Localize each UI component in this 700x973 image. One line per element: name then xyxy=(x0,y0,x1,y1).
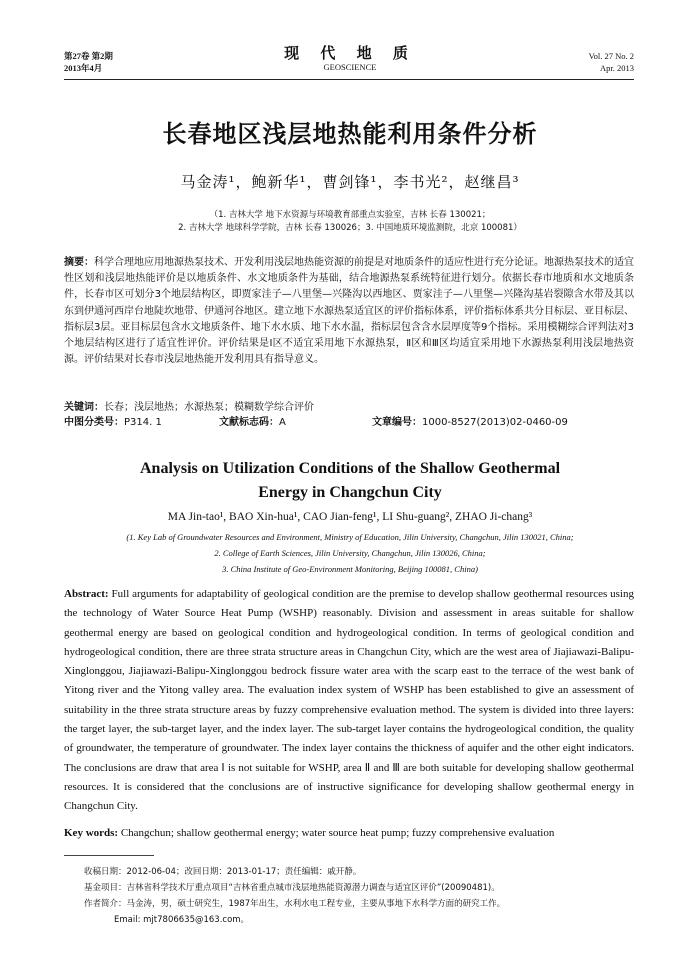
journal-name-en: GEOSCIENCE xyxy=(323,62,377,72)
keywords-cn-text: 长春；浅层地热；水源热泵；模糊数学综合评价 xyxy=(104,402,314,413)
date-en: Apr. 2013 xyxy=(600,63,634,73)
keywords-en xyxy=(64,825,634,841)
affiliation-en-1: (1. Key Lab of Groundwater Resources and Environment, Ministry of Education, Jilin University, Changchun, Jilin 130021, China; xyxy=(126,532,574,542)
header-volume-cn xyxy=(64,50,113,74)
clc-code xyxy=(64,416,162,430)
article-no-value: 1000-8527(2013)02-0460-09 xyxy=(422,417,568,428)
title-en-line-1: Analysis on Utilization Conditions of the Shallow Geothermal xyxy=(139,460,561,477)
article-number xyxy=(372,416,568,430)
header-divider xyxy=(64,79,634,80)
keywords-cn-label: 关键词： xyxy=(64,402,104,413)
footnote-received: 收稿日期：2012-06-04；改回日期：2013-01-17；责任编辑：戚开静。 xyxy=(84,867,362,877)
affiliation-en-2: 2. College of Earth Sciences, Jilin University, Changchun, Jilin 130026, China; xyxy=(214,548,486,558)
abstract-en-text: Full arguments for adaptability of geological condition are the premise to develop shallow geothermal resources using the technology of Water Source Heat Pump (WSHP) reasonably. Division and assessment in areas suitable for shallow geothermal energy are based on geological condition and hydrogeological condition. In terms of geological condition and hydrogeological condition, there are three strata structure areas in Changchun City, which are the west area of Jiajiawazi-Balipu-Xinglonggou, Jiajiawazi-Balipu-Xinglonggou bedrock fissure water area with the scarp east to the terrace of the west bank of Yitong river and the Yitong valley area. The evaluation index system of WSHP has been established to give an assessment of suitability in the three strata structure areas by fuzzy comprehensive evaluation method. The system is divided into three layers: the target layer, the sub-target layer, and the index layer. The sub-target layer contains the hydrogeological condition, the quality of groundwater, the temperature of groundwater. The index layer contains the thickness of aquifer and the other eight indicators. The conclusions are draw that area Ⅰ is not suitable for WSHP, area Ⅱ and Ⅲ are both suitable for developing shallow geothermal resources. It is considered that the conclusions are of instructive significance for developing shallow geothermal energy in Changchun City. xyxy=(64,588,634,813)
header-volume-en xyxy=(589,50,634,74)
abstract-cn-text: 科学合理地应用地源热泵技术、开发利用浅层地热能资源的前提是对地质条件的适应性进行充分论证。地源热泵技术的适宜性区划和浅层地热能评价是以地质条件、水文地质条件为基础，结合地源热泵系统特征进行划分。依据长春市地质和水文地质条件，长春市区可划分3个地层结构区，即贾家洼子—八里堡—兴隆沟以西地区、贾家洼子—八里堡—兴隆沟基岩裂隙含水带及其以东到伊通河西岸台地陡坎地带、伊通河谷地区。建立地下水源热泵适宜区的评价指标体系，评价指标体系共分目标层、亚目标层、指标层3层。亚目标层包含水文地质条件、地下水水质、地下水水温，指标层包含含水层厚度等9个指标。采用模糊综合评判法对3个地层结构区进行了适宜性评价。评价结果是Ⅰ区不适宜采用地下水源热泵，Ⅱ区和Ⅲ区均适宜采用地下水源热泵利用浅层地热资源。评价结果对长春市浅层地热能开发利用具有指导意义。 xyxy=(64,257,634,366)
doc-code-label: 文献标志码： xyxy=(219,417,279,428)
abstract-en-label: Abstract: xyxy=(64,588,109,600)
affiliation-cn-2: 2. 吉林大学 地球科学学院，吉林 长春 130026；3. 中国地质环境监测院，北京 100081） xyxy=(178,223,522,233)
affiliation-en-3: 3. China Institute of Geo-Environment Monitoring, Beijing 100081, China) xyxy=(222,564,478,574)
abstract-cn-label: 摘要： xyxy=(64,257,94,268)
journal-header xyxy=(250,44,450,73)
keywords-en-text: Changchun; shallow geothermal energy; water source heat pump; fuzzy comprehensive evaluation xyxy=(118,827,555,839)
footnote-fund: 基金项目：吉林省科学技术厅重点项目“吉林省重点城市浅层地热能资源潜力调查与适宜区评价”(20090481)。 xyxy=(84,883,500,893)
affiliation-cn-1: （1. 吉林大学 地下水资源与环境教育部重点实验室，吉林 长春 130021； xyxy=(209,210,491,220)
clc-value: P314. 1 xyxy=(124,417,162,428)
keywords-en-label: Key words: xyxy=(64,827,119,839)
footnote-author-bio: 作者简介：马金涛，男，硕士研究生，1987年出生，水利水电工程专业，主要从事地下水科学方面的研究工作。 xyxy=(84,899,506,909)
title-en-line-2: Energy in Changchun City xyxy=(258,484,442,501)
authors-en: MA Jin-tao¹, BAO Xin-hua¹, CAO Jian-feng¹, LI Shu-guang², ZHAO Ji-chang³ xyxy=(167,511,533,523)
footnote-divider xyxy=(64,855,154,856)
doc-code-value: A xyxy=(279,417,286,428)
footnote-email: Email: mjt7806635@163.com。 xyxy=(114,915,250,925)
footnotes xyxy=(84,864,634,928)
journal-name-cn: 现 代 地 质 xyxy=(284,44,416,62)
volume-issue-en: Vol. 27 No. 2 xyxy=(588,51,634,61)
title-en xyxy=(0,457,700,505)
abstract-en xyxy=(64,585,634,817)
abstract-cn xyxy=(64,255,634,368)
date-cn: 2013年4月 xyxy=(64,63,103,73)
document-code xyxy=(219,416,286,430)
title-cn: 长春地区浅层地热能利用条件分析 xyxy=(162,120,538,148)
keywords-cn xyxy=(64,401,634,415)
authors-cn: 马金涛¹，鲍新华¹，曹剑锋¹，李书光²，赵继昌³ xyxy=(180,173,520,191)
volume-issue-cn: 第27卷 第2期 xyxy=(64,51,113,61)
article-no-label: 文章编号： xyxy=(372,417,422,428)
clc-label: 中图分类号： xyxy=(64,417,124,428)
